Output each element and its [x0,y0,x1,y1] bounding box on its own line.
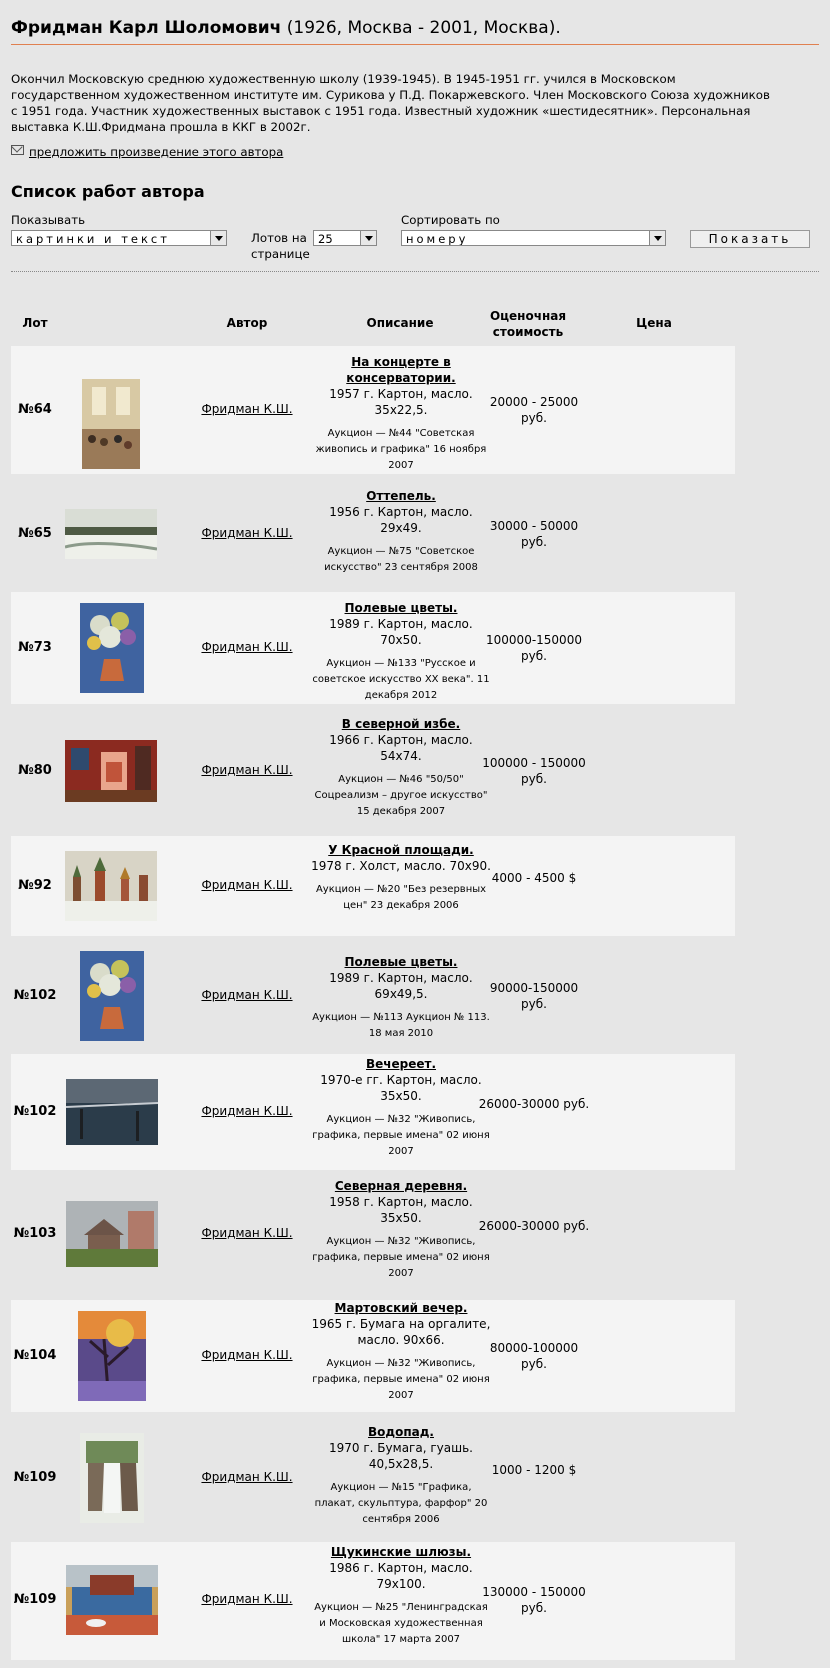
lot-description [311,716,491,820]
header-description: Описание [366,316,434,330]
artwork-title-link[interactable]: У Красной площади. [328,843,474,857]
lot-number: №102 [13,1104,57,1119]
lot-description [311,354,491,474]
auction-info: Аукцион — №133 "Русское и советское искусство XX века". 11 декабря 2012 [312,658,490,701]
lot-number: №64 [18,402,52,417]
artwork-thumbnail[interactable] [65,509,157,559]
lot-description [311,488,491,576]
estimate-value: 1000 - 1200 $ [491,1463,577,1477]
artwork-title-link[interactable]: Полевые цветы. [344,601,458,615]
header-author: Автор [226,316,268,330]
auction-info: Аукцион — №32 "Живопись, графика, первые имена" 02 июня 2007 [312,1114,490,1157]
auction-info: Аукцион — №44 "Советская живопись и графика" 16 ноября 2007 [315,428,487,471]
author-link[interactable]: Фридман К.Ш. [201,402,293,416]
estimate-value: 30000 - 50000 руб. [489,519,579,549]
lot-number: №109 [13,1592,57,1607]
author-link[interactable]: Фридман К.Ш. [201,988,293,1002]
author-link[interactable]: Фридман К.Ш. [201,1470,293,1484]
show-mode-value: картинки и текст [16,232,170,246]
sort-select[interactable] [401,230,666,246]
per-page-label: Лотов на странице [251,231,310,261]
estimate-value: 20000 - 25000 руб. [489,395,579,425]
lot-number: №102 [13,988,57,1003]
estimate-value: 26000-30000 руб. [478,1219,590,1233]
suggest-link-row [11,145,283,159]
artwork-title-link[interactable]: На концерте в консерватории. [346,355,456,385]
table-row [11,936,735,1054]
artwork-thumbnail[interactable] [65,851,157,921]
artist-name: Фридман Карл Шоломович [11,18,282,38]
table-row [11,592,735,704]
artwork-title-link[interactable]: Водопад. [368,1425,434,1439]
per-page-value: 25 [318,232,333,246]
artwork-thumbnail[interactable] [80,1433,144,1523]
artwork-details: 1989 г. Картон, масло. 69х49,5. [329,971,473,1001]
artwork-thumbnail[interactable] [80,603,144,693]
lot-number: №104 [13,1348,57,1363]
artwork-details: 1966 г. Картон, масло. 54х74. [329,733,473,763]
estimate-value: 4000 - 4500 $ [491,871,577,885]
artwork-thumbnail[interactable] [65,740,157,802]
author-link[interactable]: Фридман К.Ш. [201,1104,293,1118]
page-title [11,18,561,38]
table-row [11,1300,735,1412]
author-link[interactable]: Фридман К.Ш. [201,1592,293,1606]
chevron-down-icon[interactable] [360,231,376,245]
artwork-title-link[interactable]: Щукинские шлюзы. [330,1545,472,1559]
lot-description [311,842,491,914]
artwork-title-link[interactable]: В северной избе. [341,717,461,731]
lot-description [311,1544,491,1648]
table-row [11,1170,735,1300]
author-link[interactable]: Фридман К.Ш. [201,878,293,892]
header-price: Цена [636,316,672,330]
auction-info: Аукцион — №25 "Ленинградская и Московская художественная школа" 17 марта 2007 [314,1602,488,1645]
lot-description [311,1056,491,1160]
lot-number: №109 [13,1470,57,1485]
lot-description [311,1424,491,1528]
artwork-details: 1970 г. Бумага, гуашь. 40,5х28,5. [329,1441,473,1471]
artwork-details: 1970-е гг. Картон, масло. 35х50. [320,1073,482,1103]
header-lot: Лот [22,316,48,330]
artwork-details: 1978 г. Холст, масло. 70х90. [311,859,491,873]
artwork-details: 1986 г. Картон, масло. 79х100. [329,1561,473,1591]
show-label: Показывать [11,213,86,227]
table-row [11,474,735,592]
artist-dates: (1926, Москва - 2001, Москва). [286,18,561,38]
artwork-thumbnail[interactable] [66,1201,158,1267]
table-row [11,346,735,474]
lot-number: №73 [18,640,52,655]
works-list-title: Список работ автора [11,182,205,201]
auction-info: Аукцион — №15 "Графика, плакат, скульптура, фарфор" 20 сентября 2006 [314,1482,488,1525]
artwork-details: 1957 г. Картон, масло. 35х22,5. [329,387,473,417]
author-link[interactable]: Фридман К.Ш. [201,526,293,540]
estimate-value: 26000-30000 руб. [478,1097,590,1111]
artwork-thumbnail[interactable] [80,951,144,1041]
artwork-details: 1958 г. Картон, масло. 35х50. [329,1195,473,1225]
artwork-title-link[interactable]: Северная деревня. [334,1179,468,1193]
estimate-value: 90000-150000 руб. [489,981,579,1011]
author-link[interactable]: Фридман К.Ш. [201,763,293,777]
sort-label: Сортировать по [401,213,500,227]
table-row [11,1412,735,1542]
estimate-value: 100000-150000 руб. [486,633,582,663]
author-link[interactable]: Фридман К.Ш. [201,1226,293,1240]
artwork-title-link[interactable]: Вечереет. [365,1057,437,1071]
author-link[interactable]: Фридман К.Ш. [201,1348,293,1362]
auction-info: Аукцион — №113 Аукцион № 113. 18 мая 2010 [312,1012,490,1039]
artist-biography: Окончил Московскую среднюю художественную школу (1939-1945). В 1945-1951 гг. учился в Московском государственном художественном институте им. Сурикова у П.Д. Покаржевского. Член Московского Союза художников с 1951 года. Участник художественных выставок с 1951 года. Известный художник «шестидесятник». Персональная выставка К.Ш.Фридмана прошла в ККГ в 2002г. [11,72,770,134]
estimate-value: 130000 - 150000 руб. [482,1585,586,1615]
artwork-details: 1956 г. Картон, масло. 29х49. [329,505,473,535]
lot-description [311,954,491,1042]
auction-info: Аукцион — №32 "Живопись, графика, первые имена" 02 июня 2007 [312,1358,490,1401]
auction-info: Аукцион — №20 "Без резервных цен" 23 декабря 2006 [315,884,487,911]
author-link[interactable]: Фридман К.Ш. [201,640,293,654]
header-estimate: Оценочная стоимость [489,309,567,339]
table-row [11,1054,735,1170]
lot-number: №103 [13,1226,57,1241]
estimate-value: 80000-100000 руб. [489,1341,579,1371]
chevron-down-icon[interactable] [210,231,226,245]
artwork-title-link[interactable]: Мартовский вечер. [334,1301,468,1315]
artwork-thumbnail[interactable] [82,379,140,469]
artwork-title-link[interactable]: Оттепель. [366,489,436,503]
artwork-thumbnail[interactable] [66,1565,158,1635]
sort-value: номеру [406,232,469,246]
artwork-title-link[interactable]: Полевые цветы. [344,955,458,969]
show-button[interactable]: Показать [690,230,810,248]
artwork-details: 1989 г. Картон, масло. 70х50. [329,617,473,647]
auction-info: Аукцион — №32 "Живопись, графика, первые имена" 02 июня 2007 [312,1236,490,1279]
per-page-select[interactable] [313,230,377,246]
lot-description [311,1300,491,1404]
table-row [11,1542,735,1660]
lot-description [311,1178,491,1282]
title-divider [11,44,819,45]
dotted-divider [11,271,819,272]
chevron-down-icon[interactable] [649,231,665,245]
envelope-icon [11,145,24,155]
lot-number: №65 [18,526,52,541]
artwork-thumbnail[interactable] [78,1311,146,1401]
lot-number: №92 [18,878,52,893]
lot-number: №80 [18,763,52,778]
table-row [11,704,735,836]
auction-info: Аукцион — №46 "50/50" Соцреализм – другое искусство" 15 декабря 2007 [314,774,488,817]
lot-description [311,600,491,704]
auction-info: Аукцион — №75 "Советское искусство" 23 сентября 2008 [324,546,478,573]
artwork-details: 1965 г. Бумага на оргалите, масло. 90х66. [311,1317,491,1347]
suggest-work-link[interactable]: предложить произведение этого автора [29,145,284,159]
estimate-value: 100000 - 150000 руб. [482,756,586,786]
table-row [11,836,735,936]
artwork-thumbnail[interactable] [66,1079,158,1145]
show-mode-select[interactable] [11,230,227,246]
